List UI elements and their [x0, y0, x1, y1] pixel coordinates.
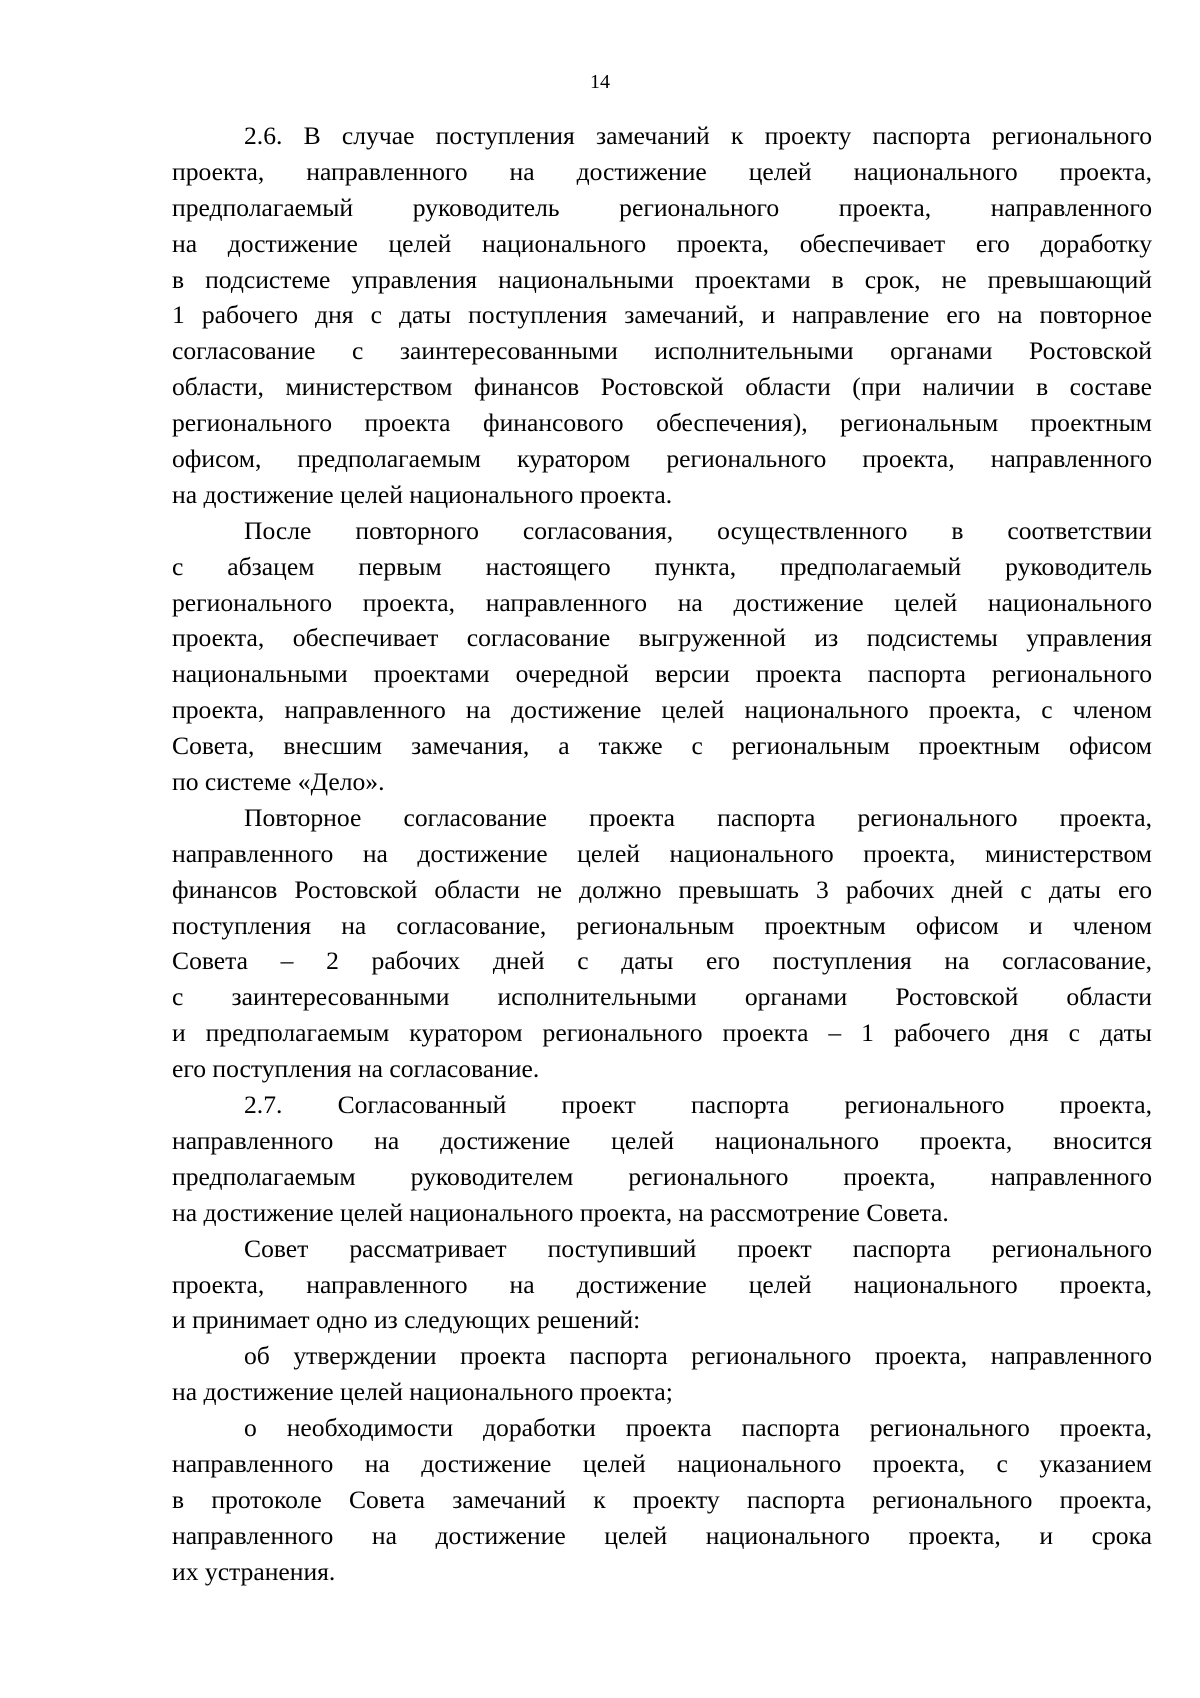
text-line: в протоколе Совета замечаний к проекту паспорта регионального проекта, — [172, 1484, 1152, 1514]
paragraph — [172, 1231, 1152, 1339]
paragraph — [172, 800, 1152, 1087]
text-line: поступления на согласование, региональным проектным офисом и членом — [172, 910, 1152, 940]
text-line: в подсистеме управления национальными проектами в срок, не превышающий — [172, 264, 1152, 294]
text-line: Совет рассматривает поступивший проект паспорта регионального — [244, 1233, 1152, 1263]
text-line: направленного на достижение целей национального проекта, вносится — [172, 1125, 1152, 1155]
text-line: их устранения. — [172, 1556, 336, 1586]
text-line: 1 рабочего дня с даты поступления замечаний, и направление его на повторное — [172, 300, 1152, 330]
text-line: согласование с заинтересованными исполнительными органами Ростовской — [172, 336, 1152, 366]
text-line: проекта, направленного на достижение целей национального проекта, с членом — [172, 695, 1152, 725]
paragraph — [172, 1087, 1152, 1231]
text-line: офисом, предполагаемым куратором регионального проекта, направленного — [172, 444, 1152, 474]
text-line: финансов Ростовской области не должно превышать 3 рабочих дней с даты его — [172, 874, 1152, 904]
text-line: 2.6. В случае поступления замечаний к проекту паспорта регионального — [244, 121, 1152, 150]
text-line: регионального проекта финансового обеспечения), региональным проектным — [172, 408, 1152, 438]
text-line: с абзацем первым настоящего пункта, предполагаемый руководитель — [172, 551, 1152, 581]
paragraph — [172, 1338, 1152, 1410]
text-line: по системе «Дело». — [172, 767, 385, 797]
text-line: проекта, направленного на достижение целей национального проекта, — [172, 1269, 1152, 1299]
text-line: на достижение целей национального проекта. — [172, 479, 673, 509]
text-line: его поступления на согласование. — [172, 1054, 540, 1084]
text-line: предполагаемый руководитель регионального проекта, направленного — [172, 192, 1152, 222]
page-number: 14 — [590, 71, 610, 93]
text-line: национальными проектами очередной версии проекта паспорта регионального — [172, 659, 1152, 689]
paragraph — [172, 118, 1152, 513]
paragraph — [172, 513, 1152, 800]
text-line: Повторное согласование проекта паспорта регионального проекта, — [244, 802, 1152, 832]
text-line: направленного на достижение целей национального проекта, с указанием — [172, 1448, 1152, 1478]
text-line: проекта, обеспечивает согласование выгруженной из подсистемы управления — [172, 623, 1152, 653]
text-line: и предполагаемым куратором регионального проекта – 1 рабочего дня с даты — [172, 1018, 1152, 1048]
text-line: направленного на достижение целей национального проекта, и срока — [172, 1520, 1152, 1550]
text-line: о необходимости доработки проекта паспорта регионального проекта, — [244, 1413, 1152, 1443]
text-line: и принимает одно из следующих решений: — [172, 1305, 641, 1335]
text-line: с заинтересованными исполнительными органами Ростовской области — [172, 982, 1152, 1012]
document-body — [172, 118, 1152, 1590]
text-line: После повторного согласования, осуществленного в соответствии — [244, 515, 1152, 545]
text-line: направленного на достижение целей национального проекта, министерством — [172, 838, 1152, 868]
text-line: проекта, направленного на достижение целей национального проекта, — [172, 156, 1152, 186]
text-line: Совета, внесшим замечания, а также с региональным проектным офисом — [172, 731, 1152, 761]
text-line: об утверждении проекта паспорта регионального проекта, направленного — [244, 1341, 1152, 1371]
text-line: области, министерством финансов Ростовской области (при наличии в составе — [172, 372, 1152, 402]
text-line: регионального проекта, направленного на достижение целей национального — [172, 587, 1152, 617]
text-line: 2.7. Согласованный проект паспорта регионального проекта, — [244, 1090, 1152, 1120]
paragraph — [172, 1410, 1152, 1589]
text-line: на достижение целей национального проекта; — [172, 1377, 673, 1407]
text-line: на достижение целей национального проекта, на рассмотрение Совета. — [172, 1197, 949, 1227]
text-line: предполагаемым руководителем регионального проекта, направленного — [172, 1161, 1152, 1191]
text-line: на достижение целей национального проекта, обеспечивает его доработку — [172, 228, 1152, 258]
text-line: Совета – 2 рабочих дней с даты его поступления на согласование, — [172, 946, 1152, 976]
